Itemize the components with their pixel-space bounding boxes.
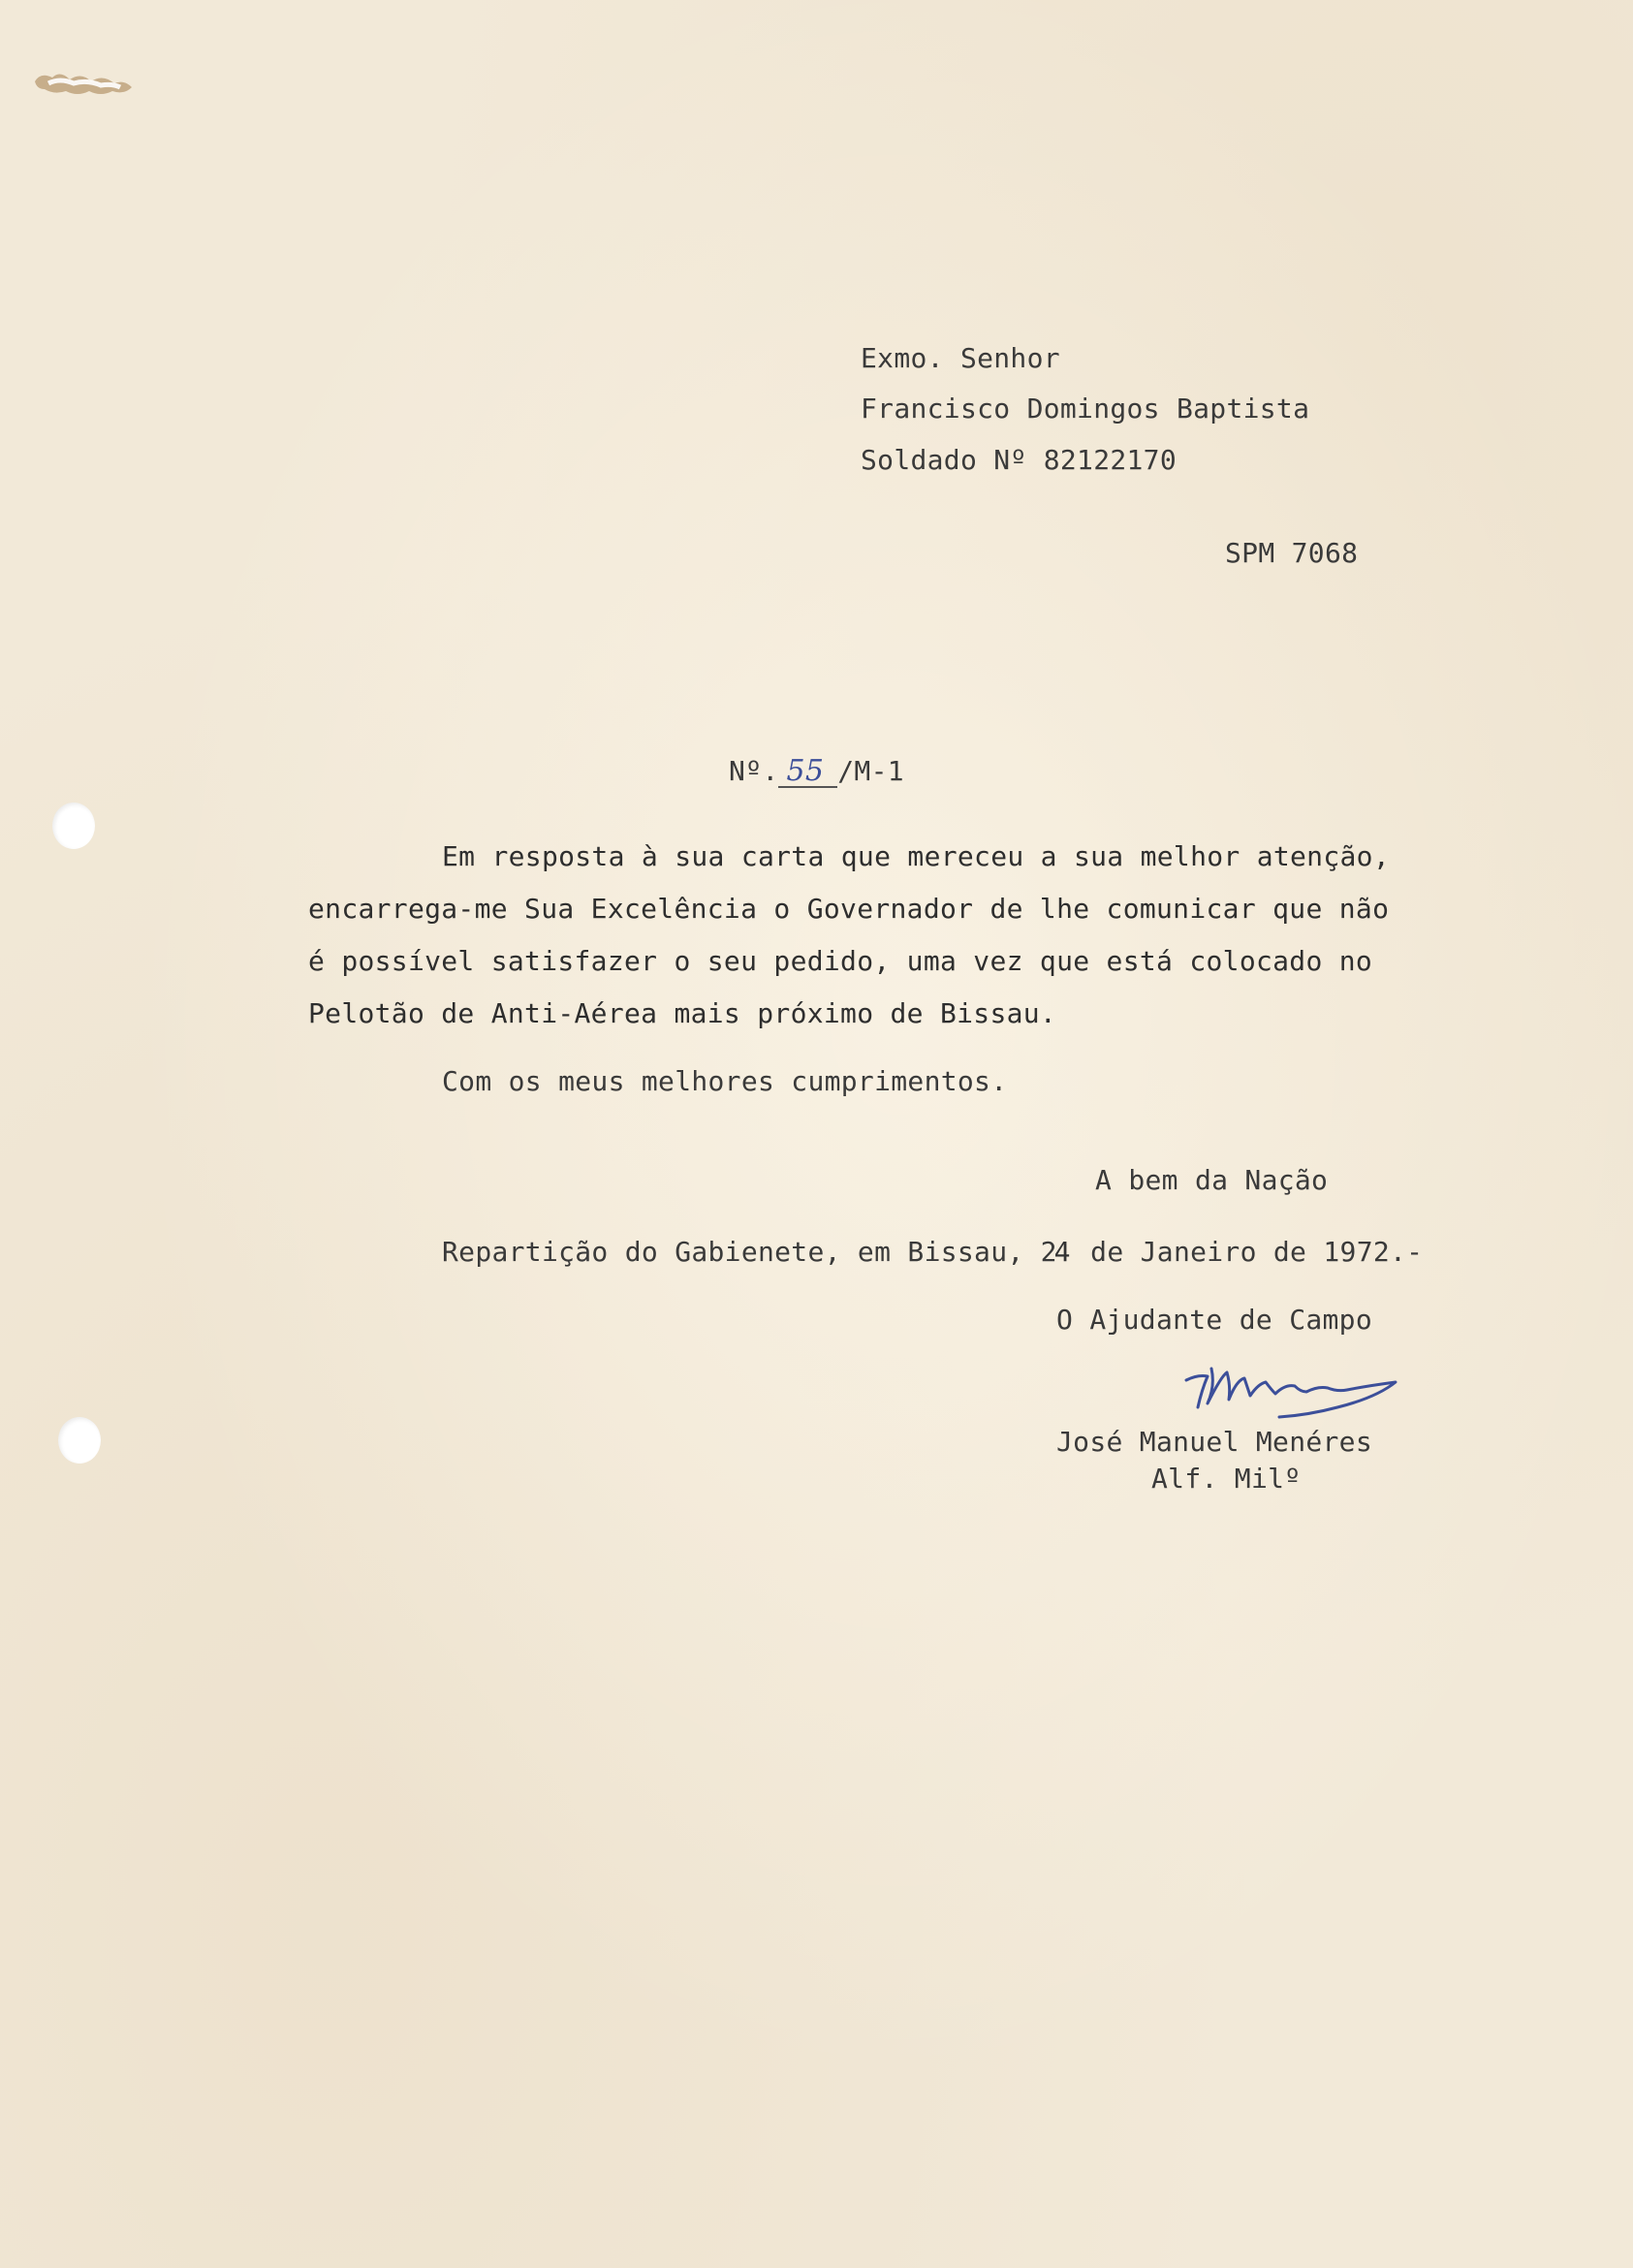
body-line-1: Em resposta à sua carta que mereceu a sua melhor atenção, [442, 840, 1390, 872]
punch-hole-bottom [58, 1417, 101, 1464]
body-line-3: é possível satisfazer o seu pedido, uma vez que está colocado no [308, 945, 1373, 977]
body-line-2: encarrega-me Sua Excelência o Governador de lhe comunicar que não [308, 893, 1390, 925]
closing-line: Com os meus melhores cumprimentos. [442, 1065, 1008, 1097]
signatory-name: José Manuel Menéres [1056, 1426, 1372, 1458]
dateline [442, 1235, 1423, 1270]
reference-prefix: Nº. [729, 755, 779, 787]
handwritten-signature [1173, 1347, 1425, 1425]
motto: A bem da Nação [1095, 1164, 1329, 1196]
dateline-day-typed: 2 [1040, 1236, 1057, 1268]
dateline-day-overwrite: 4 [1053, 1236, 1071, 1268]
reference-suffix: /M-1 [837, 755, 904, 787]
staple-damage-mark [31, 64, 138, 103]
reference-handwritten-number: 55 [778, 757, 837, 788]
signatory-title: O Ajudante de Campo [1056, 1304, 1372, 1336]
recipient-salutation: Exmo. Senhor [861, 342, 1060, 374]
signatory-rank: Alf. Milº [1151, 1463, 1302, 1495]
body-line-4: Pelotão de Anti-Aérea mais próximo de Bissau. [308, 997, 1057, 1029]
dateline-day [1041, 1235, 1074, 1270]
dateline-place: Repartição do Gabienete, em Bissau, [442, 1236, 1041, 1268]
punch-hole-top [52, 803, 95, 849]
dateline-month-year: de Janeiro de 1972.- [1074, 1236, 1424, 1268]
reference-number [729, 754, 904, 789]
recipient-rank-number: Soldado Nº 82122170 [861, 444, 1177, 476]
recipient-postal-code: SPM 7068 [1225, 537, 1359, 569]
recipient-name: Francisco Domingos Baptista [861, 393, 1310, 425]
